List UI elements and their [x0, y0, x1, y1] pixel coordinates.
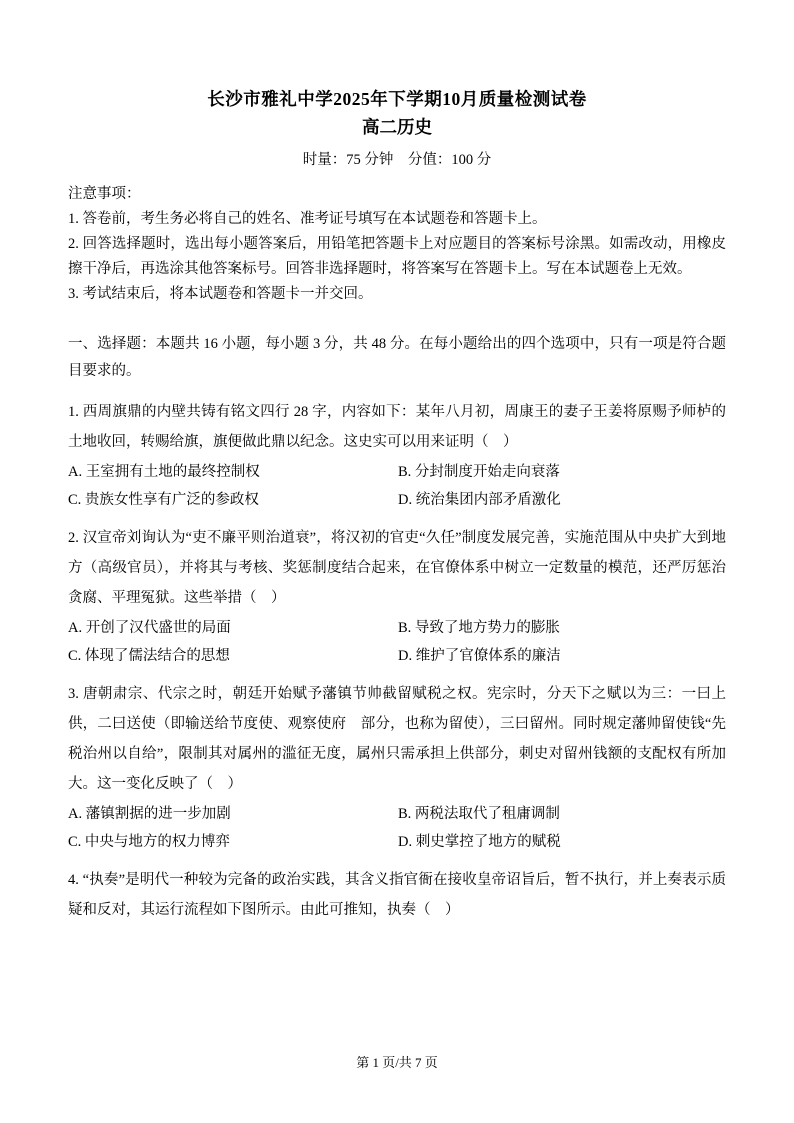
- question-3-option-d: D. 刺史掌控了地方的赋税: [398, 834, 561, 850]
- question-2-stem: 2. 汉宣帝刘询认为“吏不廉平则治道衰”，将汉初的官吏“久任”制度发展完善，实施范围从中央扩大到地方（高级官员），并将其与考核、奖惩制度结合起来，在官僚体系中树立一定数量的模范，还严厉惩治贪腐、平理冤狱。这些举措（ ）: [68, 530, 726, 606]
- question-3-stem: 3. 唐朝肃宗、代宗之时，朝廷开始赋予藩镇节帅截留赋税之权。宪宗时，分天下之赋以为三：一曰上供，二曰送使（即输送给节度使、观察使府 部分，也称为留使），三曰留州。同时规定藩帅留使钱“先税治州以自给”，限制其对属州的滥征无度，属州只需承担上供部分，刺史对留州钱额的支配权有所加大。这一变化反映了（ ）: [68, 686, 726, 792]
- exam-title: 长沙市雅礼中学2025年下学期10月质量检测试卷: [207, 89, 587, 109]
- question-1-option-d: D. 统治集团内部矛盾激化: [398, 492, 561, 508]
- question-4: [68, 865, 726, 925]
- section-heading-choice: 一、选择题：本题共 16 小题，每小题 3 分，共 48 分。在每小题给出的四个选项中，只有一项是符合题目要求的。: [68, 336, 726, 379]
- exam-subtitle: 高二历史: [362, 117, 432, 137]
- question-1: [68, 397, 726, 511]
- exam-meta: 时量：75 分钟 分值：100 分: [302, 152, 492, 168]
- question-2-option-c: C. 体现了儒法结合的思想: [68, 648, 230, 664]
- question-2: [68, 523, 726, 667]
- question-3-option-b: B. 两税法取代了租庸调制: [398, 806, 560, 822]
- question-3-option-c: C. 中央与地方的权力博弈: [68, 834, 230, 850]
- notice-section: [68, 182, 726, 307]
- question-3: [68, 679, 726, 853]
- question-1-option-b: B. 分封制度开始走向衰落: [398, 464, 560, 480]
- question-2-option-a: A. 开创了汉代盛世的局面: [68, 620, 231, 636]
- question-3-options: [68, 803, 726, 853]
- question-2-options: [68, 617, 726, 667]
- question-2-option-b: B. 导致了地方势力的膨胀: [398, 620, 560, 636]
- question-3-option-a: A. 藩镇割据的进一步加剧: [68, 806, 231, 822]
- notice-item-3: 3. 考试结束后，将本试题卷和答题卡一并交回。: [68, 286, 373, 302]
- question-1-option-c: C. 贵族女性享有广泛的参政权: [68, 492, 259, 508]
- question-1-options: [68, 461, 726, 511]
- question-4-stem: 4. “执奏”是明代一种较为完备的政治实践，其含义指官衙在接收皇帝诏旨后，暂不执行，并上奏表示质疑和反对，其运行流程如下图所示。由此可推知，执奏（ ）: [68, 872, 726, 918]
- question-2-option-d: D. 维护了官僚体系的廉洁: [398, 648, 561, 664]
- question-1-stem: 1. 西周旗鼎的内壁共铸有铭文四行 28 字，内容如下：某年八月初，周康王的妻子王姜将原赐予师栌的土地收回，转赐给旗，旗便做此鼎以纪念。这史实可以用来证明（ ）: [68, 404, 726, 450]
- page-footer: 第 1 页/共 7 页: [356, 1055, 438, 1070]
- notice-item-2: 2. 回答选择题时，选出每小题答案后，用铅笔把答题卡上对应题目的答案标号涂黑。如需改动，用橡皮擦干净后，再选涂其他答案标号。回答非选择题时，将答案写在答题卡上。写在本试题卷上无效。: [68, 236, 726, 277]
- question-1-option-a: A. 王室拥有土地的最终控制权: [68, 464, 260, 480]
- notice-item-1: 1. 答卷前，考生务必将自己的姓名、准考证号填写在本试题卷和答题卡上。: [68, 211, 547, 227]
- notice-heading: 注意事项：: [68, 186, 141, 202]
